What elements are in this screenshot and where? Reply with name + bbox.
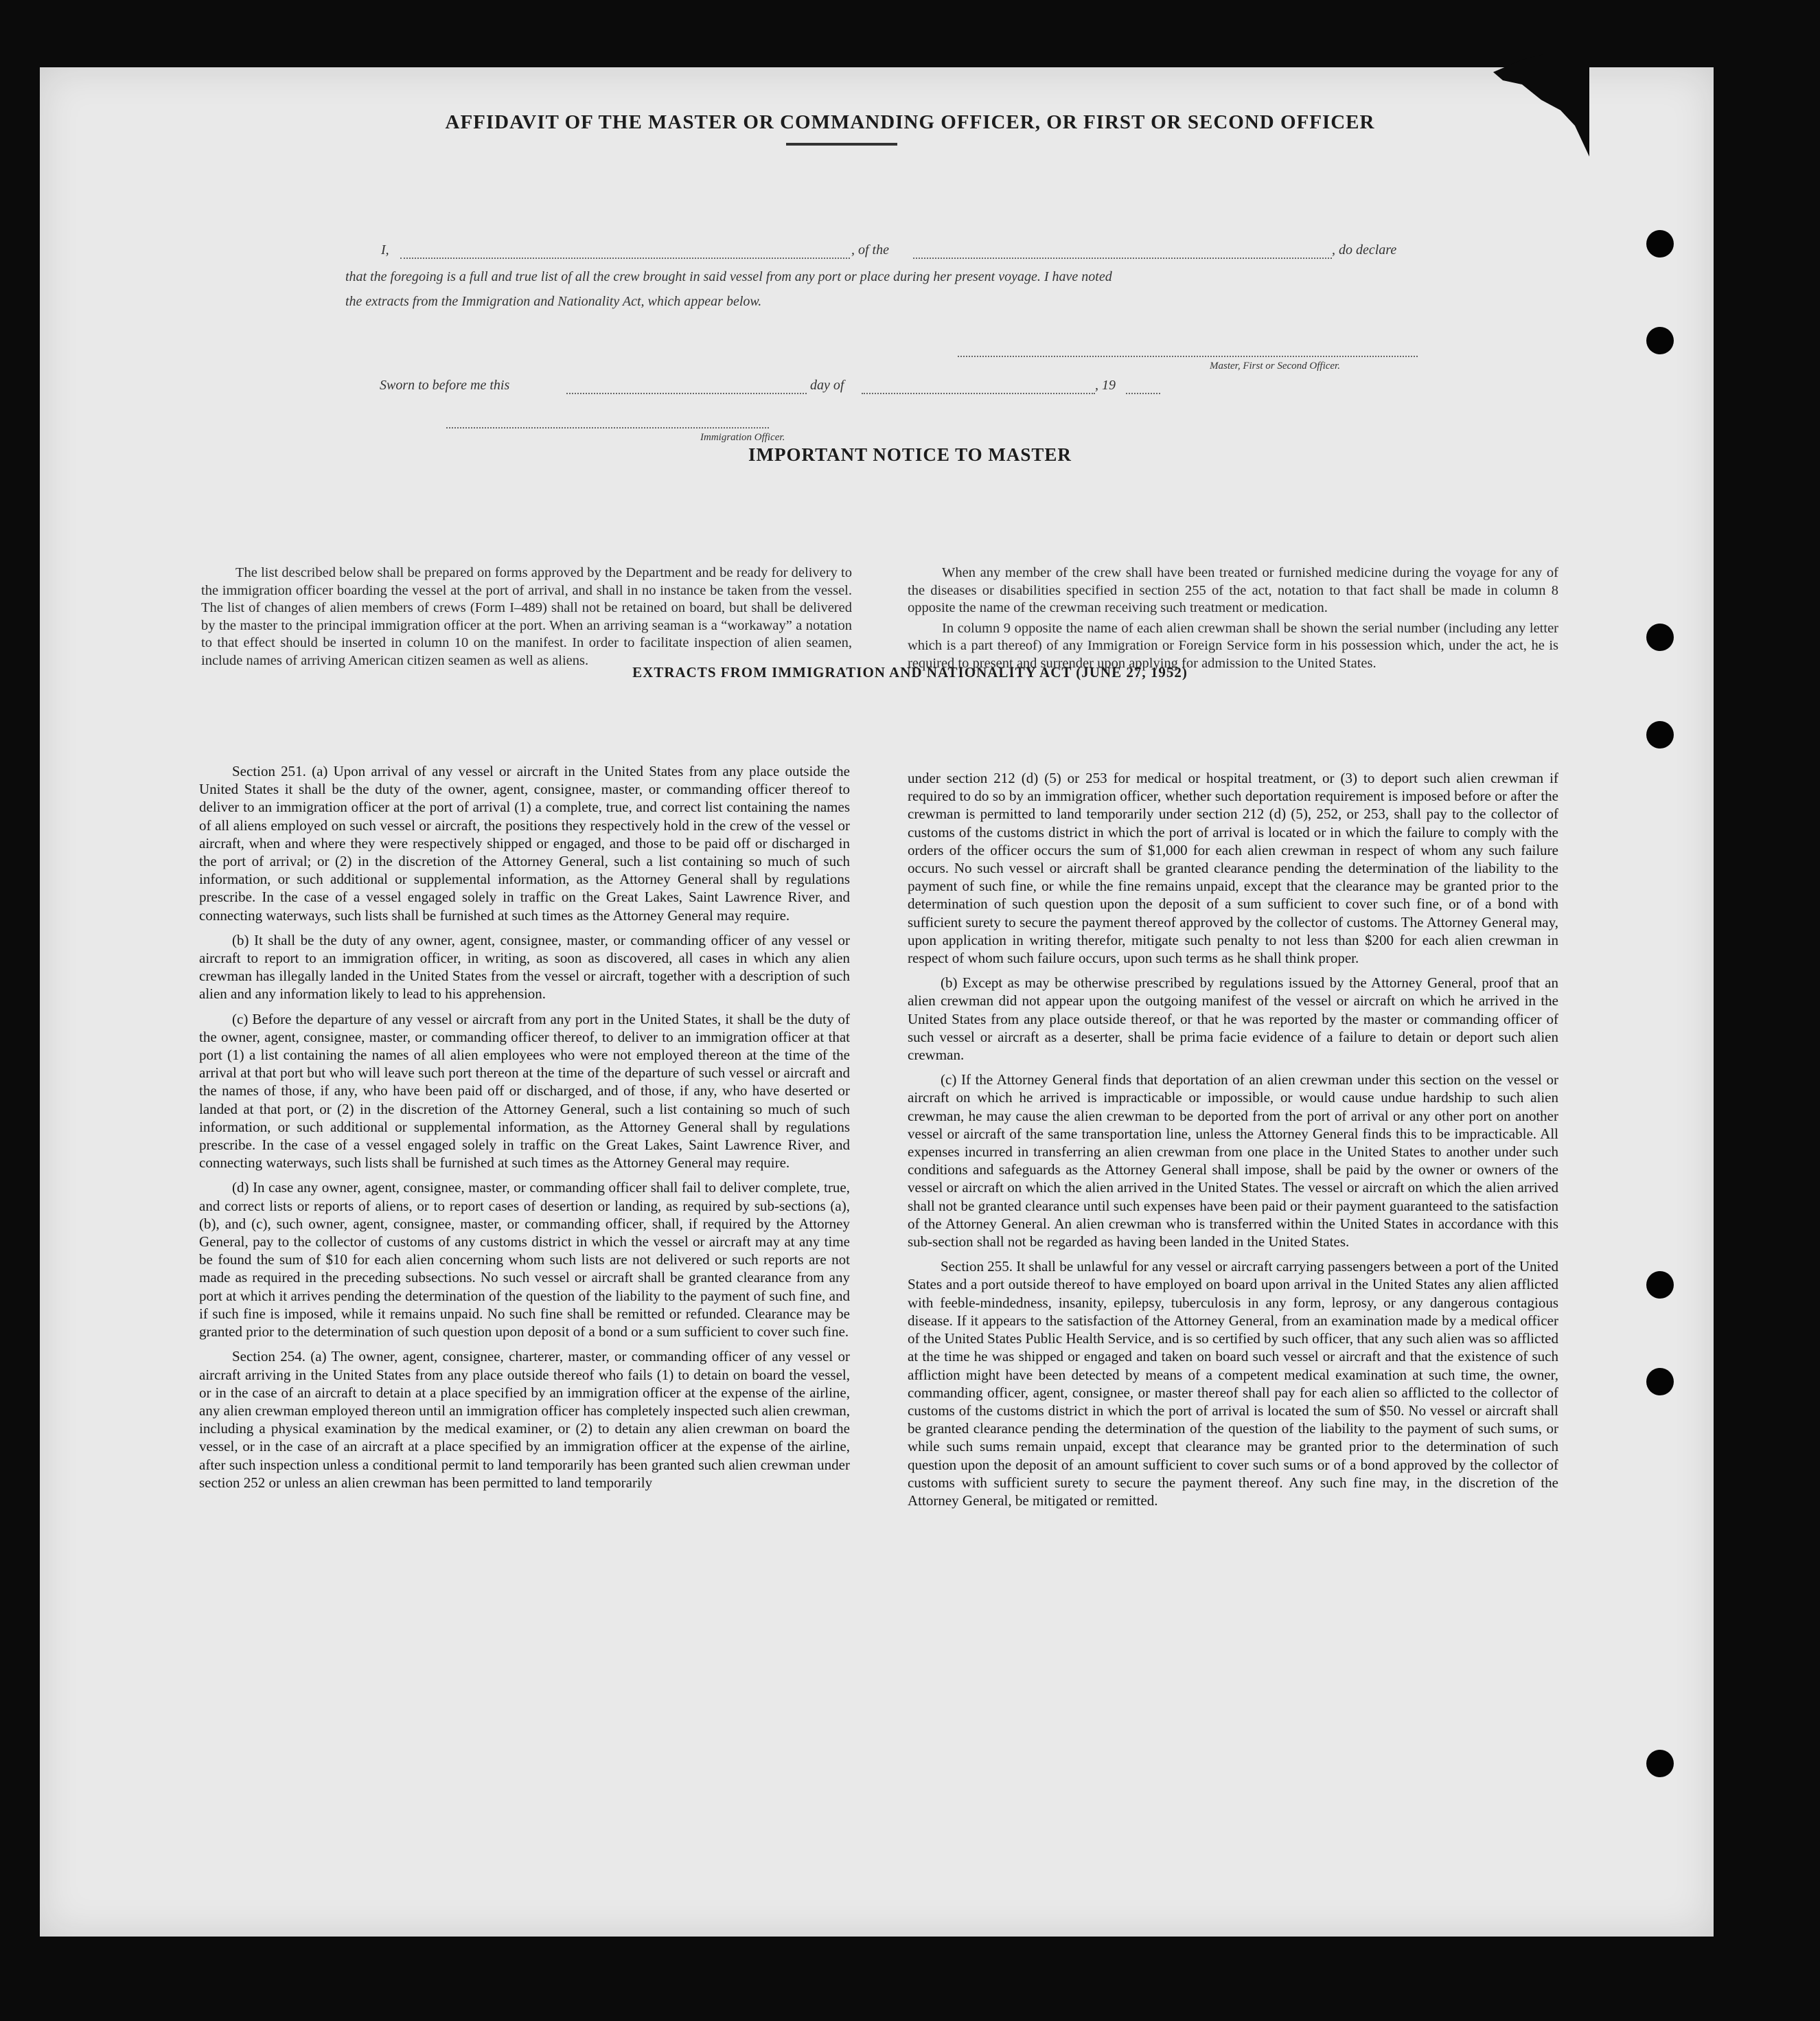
affidavit-declare-label: , do declare xyxy=(1332,242,1397,258)
punch-hole xyxy=(1646,624,1674,651)
affidavit-title: AFFIDAVIT OF THE MASTER OR COMMANDING OFFICER, OR FIRST OR SECOND OFFICER xyxy=(445,111,1375,133)
affidavit-of-the-label: , of the xyxy=(851,242,889,258)
section-255: Section 255. It shall be unlawful for any vessel or aircraft carrying passengers between a port of the United States and a port outside thereof to have employed on board upon arrival in the United States any alien afflicted with feeble-mindedness, insanity, epilepsy, tuberculosis in any form, leprosy, or any dangerous contagious disease. If it appears to the satisfaction of the Attorney General, from an examination made by a medical officer of the United States Public Health Service, and is so certified by such officer, that any such alien was so afflicted at the time he was shipped or engaged and taken on board such vessel or aircraft and that the existence of such affliction might have been detected by means of a competent medical examination at such time, the owner, commanding officer, agent, consignee, or master thereof shall pay for each alien so afflicted to the collector of customs of the customs district in which the port of arrival is located the sum of $50. No vessel or aircraft shall be granted clearance pending the determination of the question of the liability to the payment of such sums, or while such sums remain unpaid, except that clearance may be granted prior to the determination of such question upon the deposit of an amount sufficient to cover such sums or of a bond approved by the collector of customs with sufficient surety to secure the payment thereof. Any such fine may, in the discretion of the Attorney General, be mitigated or remitted. xyxy=(908,1258,1558,1509)
section-251-c: (c) Before the departure of any vessel or aircraft from any port in the United States, it shall be the duty of the owner, agent, consignee, master, or commanding officer thereof, to deliver to an immigration officer at that port (1) a list containing the names of all alien employees who were not employed thereon at the time of the arrival at that port but who will leave such port thereon at the time of the departure of such vessel or aircraft and the names of those, if any, who have been paid off or discharged, and of those, if any, who have deserted or landed at that port, or (2) in the discretion of the Attorney General, such a list containing so much of such information, or such additional or supplemental information, as the Attorney General shall by regulations prescribe. In the case of a vessel engaged solely in traffic on the Great Lakes, Saint Lawrence River, and connecting waterways, such lists shall be furnished at such times as the Attorney General may require. xyxy=(199,1010,850,1172)
punch-hole xyxy=(1646,721,1674,749)
punch-hole xyxy=(1646,1368,1674,1395)
section-254-b: (b) Except as may be otherwise prescribed by regulations issued by the Attorney General, proof that an alien crewman did not appear upon the outgoing manifest of the vessel or aircraft on which he arrived in the United States from any place outside thereof, or that he was reported by the master or commanding officer of such vessel or aircraft as a deserter, shall be prima facie evidence of a failure to detain or deport such alien crewman. xyxy=(908,974,1558,1064)
section-254-a-continued: under section 212 (d) (5) or 253 for medical or hospital treatment, or (3) to deport such alien crewman if required to do so by an immigration officer, whether such deportation requirement is imposed before or after the crewman is permitted to land temporarily under section 212 (d) (5), 252, or 253, shall pay to the collector of customs of the customs district in which the port of arrival is located or in which the failure to comply with the orders of the officer occurs the sum of $1,000 for each alien crewman in respect of whom any such failure occurs. No such vessel or aircraft shall be granted clearance pending the determination of the liability to the payment of such fine, or while the fine remains unpaid, except that the clearance may be granted prior to the determination of such question upon the deposit of a sum sufficient to cover such fine, or of a bond with sufficient surety to secure the payment thereof approved by the collector of customs. The Attorney General may, upon application in writing therefor, mitigate such penalty to not less than $200 for each alien crewman in respect of whom such failure occurs, upon such terms as he shall think proper. xyxy=(908,770,1558,967)
notice-left-column xyxy=(201,564,852,672)
extracts-right-column xyxy=(908,769,1558,1516)
officer-signature-line[interactable] xyxy=(446,427,769,429)
year-label: , 19 xyxy=(1095,378,1116,393)
section-254-c: (c) If the Attorney General finds that deportation of an alien crewman under this section on the vessel or aircraft on which he arrived is impracticable or impossible, or would cause undue hardship to such alien crewman, he may cause the alien crewman to be deported from the port of arrival or any other port on another vessel or aircraft of the same transportation line, unless the Attorney General finds this to be impracticable. All expenses incurred in transferring an alien crewman from one place in the United States to another under such conditions and safeguards as the Attorney General shall impose, shall be paid by the owner or owners of the vessel or aircraft on which the alien arrived in the United States. The vessel or aircraft on which the alien arrived shall not be granted clearance until such expenses have been paid or their payment guaranteed to the satisfaction of the Attorney General. An alien crewman who is transferred within the United States in accordance with this sub-section shall not be regarded as having been landed in the United States. xyxy=(908,1071,1558,1251)
sworn-label: Sworn to before me this xyxy=(380,378,510,393)
extracts-title: EXTRACTS FROM IMMIGRATION AND NATIONALITY ACT (JUNE 27, 1952) xyxy=(632,664,1188,681)
affidavit-line-3: the extracts from the Immigration and Nationality Act, which appear below. xyxy=(345,294,762,309)
day-of-label: day of xyxy=(810,378,844,393)
notice-title: IMPORTANT NOTICE TO MASTER xyxy=(748,444,1072,465)
notice-right-paragraph-1: When any member of the crew shall have been treated or furnished medicine during the voyage for any of the diseases or disabilities specified in section 255 of the act, notation to that fact shall be made in column 8 opposite the name of the crewman receiving such treatment or medication. xyxy=(908,565,1558,615)
affidavit-line-2: that the foregoing is a full and true list of all the crew brought in said vessel from any port or place during her present voyage. I have noted xyxy=(345,269,1112,284)
section-254-a: Section 254. (a) The owner, agent, consignee, charterer, master, or commanding officer of any vessel or aircraft arriving in the United States from any place outside thereof who fails (1) to detain on board the vessel, or in the case of an aircraft to detain at a place specified by an immigration officer at the expense of the airline, any alien crewman employed thereon until an immigration officer has completely inspected such alien crewman, including a physical examination by the medical examiner, or (2) to detain any alien crewman on board the vessel, or in the case of an aircraft at a place specified by an immigration officer at the expense of the airline, after such inspection unless a conditional permit to land temporarily has been granted such alien crewman under section 252 or unless an alien crewman has been permitted to land temporarily xyxy=(199,1348,850,1491)
officer-caption: Immigration Officer. xyxy=(700,432,785,443)
sworn-day-blank[interactable] xyxy=(566,393,807,394)
notice-right-paragraph-2: In column 9 opposite the name of each alien crewman shall be shown the serial number (including any letter which is a part thereof) of any Immigration or Foreign Service form in his possession which, under the act, he is required to present and surrender upon applying for admission to the United States. xyxy=(908,620,1558,671)
sworn-year-blank[interactable] xyxy=(1126,393,1160,394)
punch-hole xyxy=(1646,327,1674,354)
master-caption: Master, First or Second Officer. xyxy=(1210,361,1340,372)
notice-right-column xyxy=(908,564,1558,675)
master-signature-line[interactable] xyxy=(958,356,1418,357)
sworn-month-blank[interactable] xyxy=(862,393,1095,394)
extracts-left-column xyxy=(199,762,850,1498)
name-blank[interactable] xyxy=(400,258,850,259)
vessel-blank[interactable] xyxy=(913,258,1332,259)
affidavit-i-label: I, xyxy=(381,242,389,258)
section-251-d: (d) In case any owner, agent, consignee, master, or commanding officer shall fail to deliver complete, true, and correct lists or reports of aliens, or to report cases of desertion or landing, as required by sub-sections (a), (b), and (c), such owner, agent, consignee, master, or commanding officer, shall, if required by the Attorney General, pay to the collector of customs of any customs district in which the vessel or aircraft may at any time be found the sum of $10 for each alien concerning whom such lists are not delivered or such reports are not made as required in the preceding subsections. No such vessel or aircraft shall be granted clearance from any port at which it arrives pending the determination of the question of the liability to the payment of such fine, and if such fine is imposed, while it remains unpaid. No such fine shall be remitted or refunded. Clearance may be granted prior to the determination of such question upon deposit of a bond or a sum sufficient to cover such fine. xyxy=(199,1179,850,1340)
notice-left-paragraph: The list described below shall be prepared on forms approved by the Department and be ready for delivery to the immigration officer boarding the vessel at the port of arrival, and shall in no instance be taken from the vessel. The list of changes of alien members of crews (Form I–489) shall not be retained on board, but shall be delivered by the master to the principal immigration officer at the port. When an arriving seaman is a “workaway” a notation to that effect should be inserted in column 10 on the manifest. In order to facilitate inspection of alien seamen, include names of arriving American citizen seamen as well as aliens. xyxy=(201,565,852,668)
punch-hole xyxy=(1646,230,1674,258)
section-251-b: (b) It shall be the duty of any owner, agent, consignee, master, or commanding officer of any vessel or aircraft to report to an immigration officer, in writing, as soon as discovered, all cases in which any alien crewman has illegally landed in the United States from the vessel or aircraft, together with a description of such alien and any information likely to lead to his apprehension. xyxy=(199,931,850,1003)
title-rule xyxy=(786,143,897,146)
punch-hole xyxy=(1646,1750,1674,1777)
punch-hole xyxy=(1646,1271,1674,1299)
section-251-a: Section 251. (a) Upon arrival of any vessel or aircraft in the United States from any place outside the United States it shall be the duty of the owner, agent, consignee, master, or commanding officer thereof to deliver to an immigration officer at the port of arrival (1) a complete, true, and correct list containing the names of all aliens employed on such vessel or aircraft, the positions they respectively hold in the crew of the vessel or aircraft, when and where they were respectively shipped or engaged, and those to be paid off or discharged in the port of arrival; or (2) in the discretion of the Attorney General, such a list containing so much of such information, or such additional or supplemental information, as the Attorney General shall by regulations prescribe. In the case of a vessel engaged solely in traffic on the Great Lakes, Saint Lawrence River, and connecting waterways, such lists shall be furnished at such times as the Attorney General may require. xyxy=(199,763,850,924)
